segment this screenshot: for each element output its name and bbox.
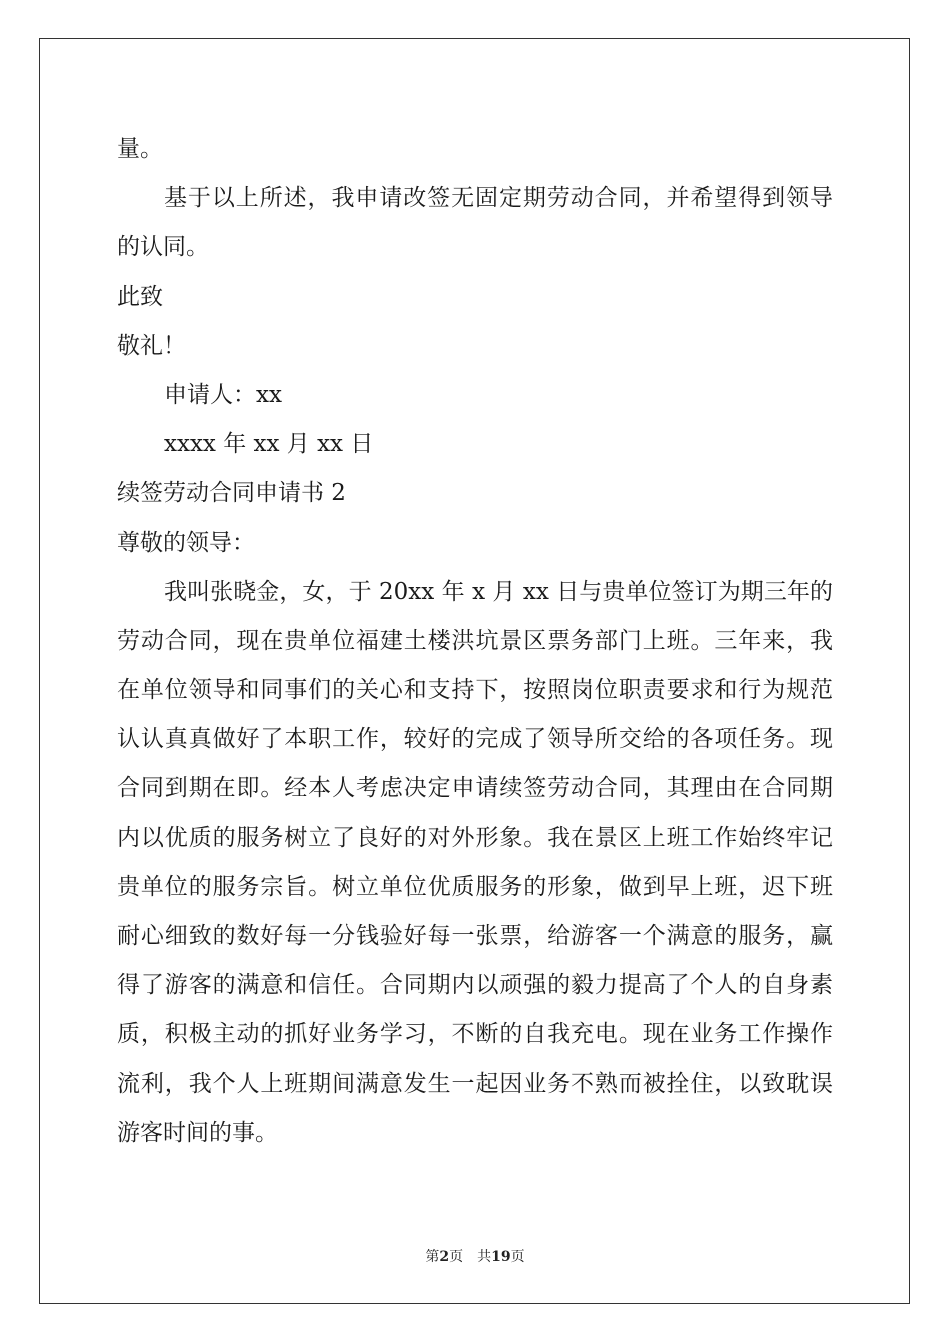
paragraph-line: 得了游客的满意和信任。合同期内以顽强的毅力提高了个人的自身素 [117, 972, 833, 999]
greeting-line: 尊敬的领导： [117, 529, 255, 556]
paragraph-line: 合同到期在即。经本人考虑决定申请续签劳动合同，其理由在合同期 [117, 775, 833, 802]
paragraph-line: 贵单位的服务宗旨。树立单位优质服务的形象，做到早上班，迟下班 [117, 873, 833, 900]
current-page-number: 2 [439, 1249, 450, 1265]
paragraph-line: 质，积极主动的抓好业务学习，不断的自我充电。现在业务工作操作 [117, 1021, 833, 1048]
paragraph-line: 耐心细致的数好每一分钱验好每一张票，给游客一个满意的服务，赢 [117, 923, 833, 949]
total-page-count: 19 [491, 1249, 511, 1265]
paragraph-line: 的认同。 [117, 234, 209, 261]
paragraph-line: 我叫张晓金，女，于 20xx 年 x 月 xx 日与贵单位签订为期三年的 [164, 578, 833, 605]
paragraph-line: 劳动合同，现在贵单位福建土楼洪坑景区票务部门上班。三年来，我 [117, 627, 833, 654]
paragraph-line: 游客时间的事。 [117, 1119, 278, 1146]
paragraph-line: 流利，我个人上班期间满意发生一起因业务不熟而被拴住，以致耽误 [117, 1070, 833, 1097]
paragraph-line: 基于以上所述，我申请改签无固定期劳动合同，并希望得到领导 [164, 185, 833, 212]
document-body [117, 125, 833, 1158]
salutation-line: 敬礼！ [117, 332, 186, 359]
paragraph-line: 量。 [117, 136, 163, 162]
date-line: xxxx 年 xx 月 xx 日 [164, 431, 374, 458]
salutation-line: 此致 [117, 283, 163, 310]
page-suffix: 页 [449, 1249, 464, 1265]
total-suffix: 页 [510, 1249, 525, 1265]
paragraph-line: 认认真真做好了本职工作，较好的完成了领导所交给的各项任务。现 [117, 726, 833, 753]
applicant-line: 申请人：xx [164, 381, 282, 408]
page-prefix: 第 [425, 1249, 440, 1265]
section-title: 续签劳动合同申请书 2 [117, 480, 346, 507]
paragraph-line: 内以优质的服务树立了良好的对外形象。我在景区上班工作始终牢记 [117, 824, 833, 851]
paragraph-line: 在单位领导和同事们的关心和支持下，按照岗位职责要求和行为规范 [117, 677, 833, 704]
page-footer [0, 1246, 950, 1266]
total-prefix: 共 [477, 1249, 492, 1265]
